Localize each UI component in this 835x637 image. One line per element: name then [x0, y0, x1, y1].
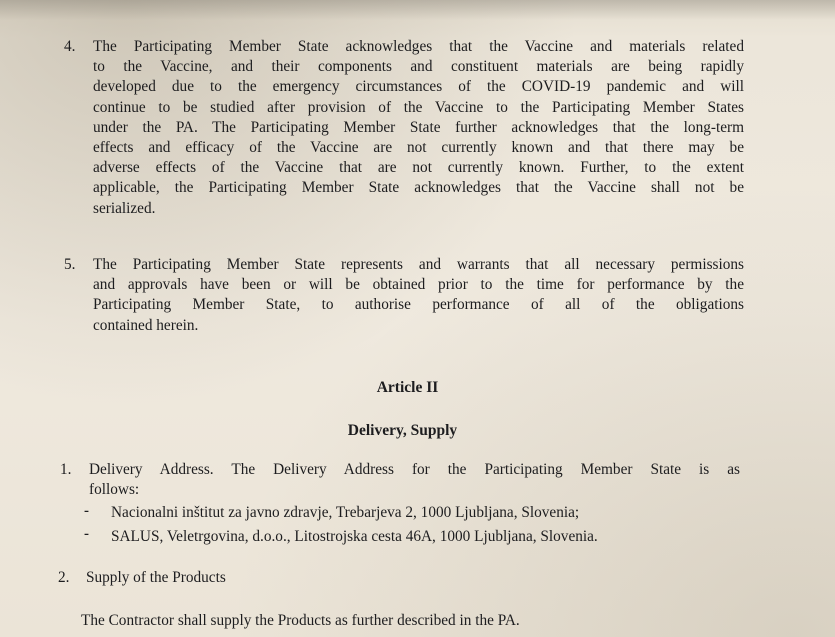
clause-5-line: and approvals have been or will be obtained prior to the time for performance by the	[93, 276, 744, 294]
supply-heading: Supply of the Products	[86, 569, 226, 586]
clause-4-line: continue to be studied after provision of the Vaccine to the Participating Member States	[93, 98, 744, 116]
delivery-line: follows:	[89, 481, 140, 499]
clause-4-line: The Participating Member State acknowledges that the Vaccine and materials related	[93, 38, 744, 55]
clause-4-line: applicable, the Participating Member State acknowledges that the Vaccine shall not be	[93, 179, 744, 197]
delivery-clause	[60, 460, 740, 500]
clause-5-line: contained herein.	[93, 316, 199, 334]
clause-4-line: serialized.	[93, 199, 156, 217]
clause-4-line: effects and efficacy of the Vaccine are not currently known and that there may be	[93, 139, 744, 157]
clause-5-number: 5.	[64, 256, 76, 273]
supply-text: The Contractor shall supply the Products as further described in the PA.	[81, 612, 520, 629]
previous-page-bleed	[0, 0, 835, 20]
clause-4	[64, 37, 744, 219]
supply-number: 2.	[58, 569, 70, 586]
delivery-line: Delivery Address. The Delivery Address for the Participating Member State is as	[89, 461, 740, 478]
clause-5-line: The Participating Member State represents and warrants that all necessary permissions	[93, 256, 744, 273]
bullet-dash: -	[84, 526, 89, 542]
clause-5	[64, 255, 744, 336]
clause-5-line: Participating Member State, to authorise performance of all of the obligations	[93, 296, 744, 314]
clause-4-number: 4.	[64, 38, 76, 55]
clause-4-line: to the Vaccine, and their components and constituent materials are being rapidly	[93, 58, 744, 76]
bullet-dash: -	[84, 503, 89, 519]
article-title: Article II	[376, 379, 439, 396]
delivery-address-2: SALUS, Veletrgovina, d.o.o., Litostrojska cesta 46A, 1000 Ljubljana, Slovenia.	[111, 528, 598, 545]
article-subtitle: Delivery, Supply	[347, 422, 458, 439]
delivery-number: 1.	[60, 461, 72, 478]
clause-4-line: adverse effects of the Vaccine that are not currently known. Further, to the extent	[93, 159, 744, 177]
clause-4-line: developed due to the emergency circumstances of the COVID-19 pandemic and will	[93, 78, 744, 96]
delivery-address-1: Nacionalni inštitut za javno zdravje, Trebarjeva 2, 1000 Ljubljana, Slovenia;	[111, 504, 580, 521]
clause-4-line: under the PA. The Participating Member State further acknowledges that the long-term	[93, 118, 744, 136]
